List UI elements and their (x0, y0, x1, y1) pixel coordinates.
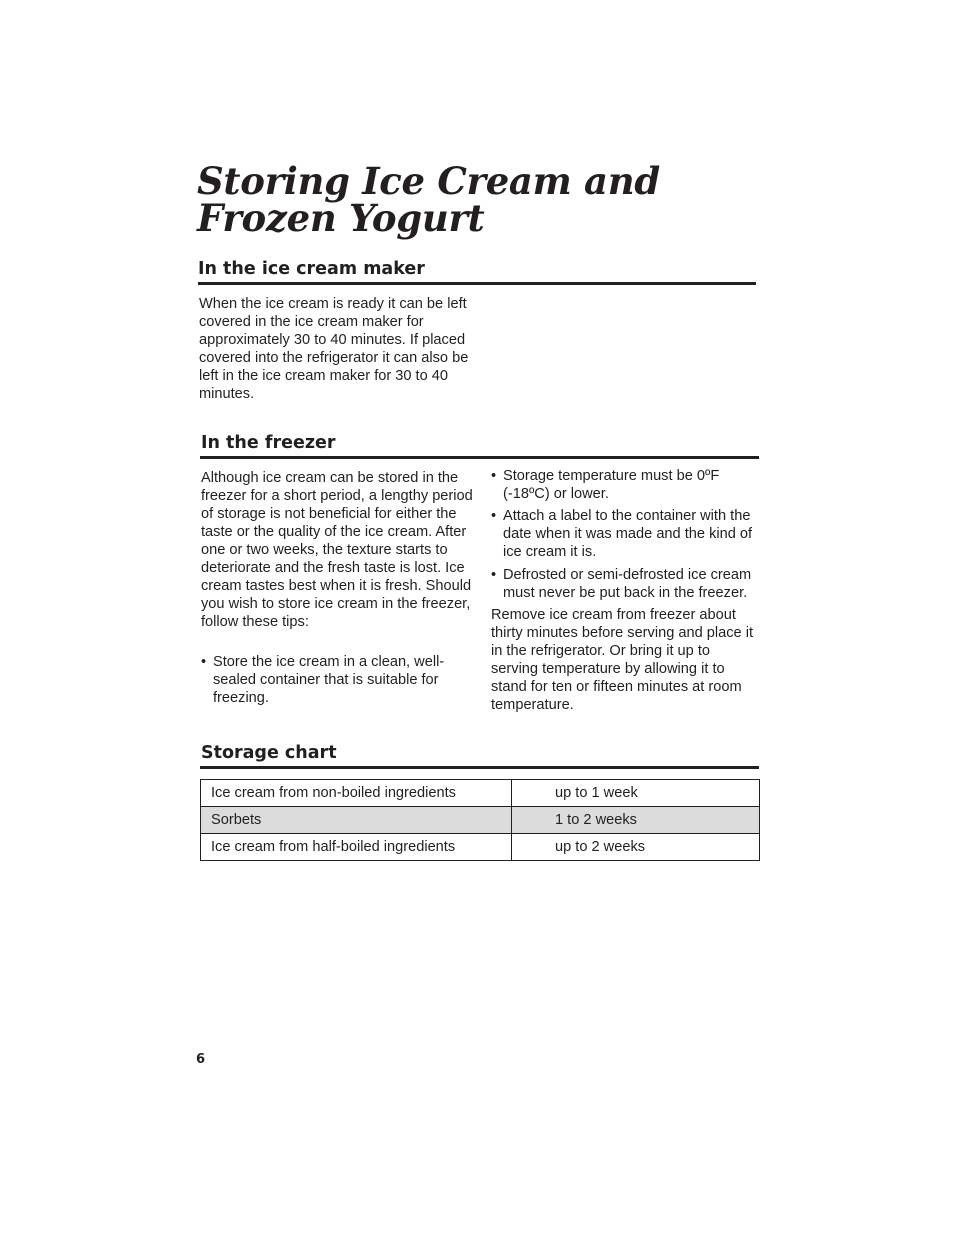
freezer-intro-paragraph: Although ice cream can be stored in the freezer for a short period, a lengthy period of storage is not beneficial for either the taste or the quality of the ice cream. After one or two weeks, the texture starts to deteriorate and the fresh taste is lost. Ice cream tastes best when it is fresh. Should you wish to store ice cream in the freezer, follow these tips: (201, 470, 473, 630)
table-cell-duration: up to 2 weeks (512, 834, 760, 861)
freezer-closing-paragraph: Remove ice cream from freezer about thirty minutes before serving and place it in the refrigerator. Or bring it up to serving temperature by allowing it to stand for ten or fifteen minutes at room temperature. (491, 607, 754, 713)
freezer-tip-1-text: Store the ice cream in a clean, well-sealed container that is suitable for freezing. (213, 654, 445, 706)
freezer-heading-rule (200, 456, 759, 459)
table-cell-duration: up to 1 week (512, 780, 760, 807)
table-cell-duration: 1 to 2 weeks (512, 807, 760, 834)
freezer-tip-1 (201, 653, 475, 707)
freezer-tip-2-text: Storage temperature must be 0ºF (-18ºC) or lower. (503, 468, 720, 502)
freezer-tip-2 (491, 467, 763, 503)
maker-heading: In the ice cream maker (198, 259, 425, 279)
maker-heading-rule (198, 282, 756, 285)
page-number: 6 (196, 1052, 206, 1067)
page-title (197, 159, 717, 240)
table-row (201, 807, 760, 834)
bullet-icon: • (491, 468, 497, 484)
storage-chart-table (200, 779, 760, 861)
maker-paragraph: When the ice cream is ready it can be left covered in the ice cream maker for approximately 30 to 40 minutes. If placed covered into the refrigerator it can also be left in the ice cream maker for 30 to 40 minutes. (199, 296, 469, 402)
bullet-icon: • (201, 654, 207, 670)
bullet-icon: • (491, 508, 497, 524)
page-title-line-2: Frozen Yogurt (197, 196, 485, 240)
freezer-tip-3 (491, 507, 765, 561)
freezer-tip-4 (491, 566, 771, 602)
table-cell-item: Sorbets (201, 807, 512, 834)
table-row (201, 780, 760, 807)
table-cell-item: Ice cream from non-boiled ingredients (201, 780, 512, 807)
page-title-line-1: Storing Ice Cream and (197, 159, 660, 203)
freezer-tip-4-text: Defrosted or semi-defrosted ice cream must never be put back in the freezer. (503, 567, 752, 601)
bullet-icon: • (491, 567, 497, 583)
freezer-tip-3-text: Attach a label to the container with the date when it was made and the kind of ice cream it is. (503, 508, 753, 560)
chart-heading-rule (200, 766, 759, 769)
table-row (201, 834, 760, 861)
freezer-heading: In the freezer (201, 433, 336, 453)
chart-heading: Storage chart (201, 743, 337, 763)
table-cell-item: Ice cream from half-boiled ingredients (201, 834, 512, 861)
